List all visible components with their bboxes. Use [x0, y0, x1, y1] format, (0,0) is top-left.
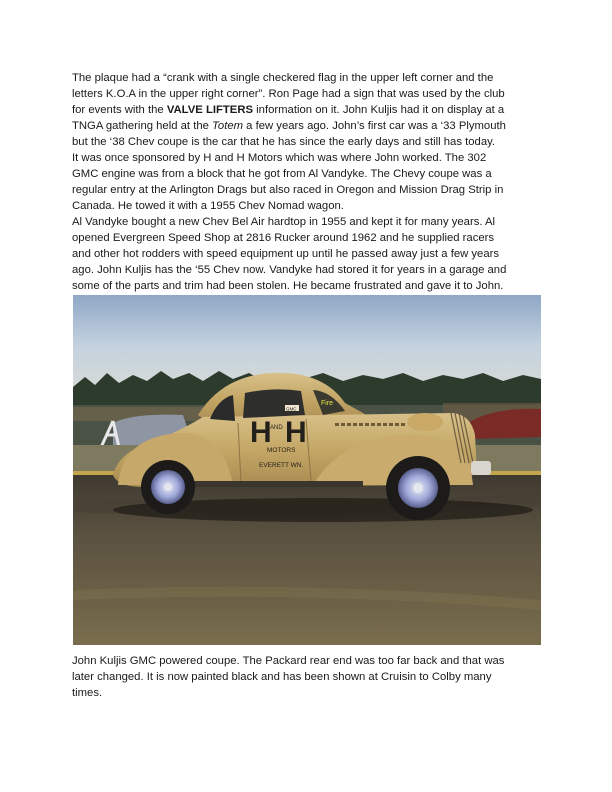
text-run: and other hot rodders with speed equipment up until he passed away just a few years	[72, 248, 500, 260]
text-run: a few years ago. John’s first car was a ‘33 Plymouth	[243, 120, 506, 132]
caption-line: times.	[72, 687, 103, 699]
text-run: ago. John Kuljis has the ‘55 Chev now. Vandyke had stored it for years in a garage and	[72, 264, 507, 276]
text-run: TNGA gathering held at the	[72, 120, 213, 132]
body-text-line	[72, 86, 544, 102]
lettering-h-right: H	[285, 416, 307, 449]
body-text-line	[72, 102, 544, 118]
body-text-line	[72, 278, 544, 294]
body-text-line	[72, 118, 544, 134]
text-run: It was once sponsored by H and H Motors which was where John worked. The 302	[72, 152, 487, 164]
lettering-motors: MOTORS	[267, 447, 296, 454]
body-paragraph	[72, 70, 544, 294]
caption-line: later changed. It is now painted black and has been shown at Cruisin to Colby many	[72, 671, 492, 683]
text-run: opened Evergreen Speed Shop at 2816 Rucker around 1962 and he supplied racers	[72, 232, 495, 244]
body-text-line	[72, 150, 544, 166]
body-text-line	[72, 262, 544, 278]
front-wheel	[386, 456, 450, 520]
body-text-line	[72, 214, 544, 230]
body-text-line	[72, 70, 544, 86]
caption-line: John Kuljis GMC powered coupe. The Packard rear end was too far back and that was	[72, 655, 505, 667]
window-class-sticker: GMC	[286, 406, 297, 412]
body-text-line	[72, 230, 544, 246]
svg-text:Fire: Fire	[321, 400, 334, 407]
body-text-line	[72, 246, 544, 262]
body-text-line	[72, 182, 544, 198]
text-run: GMC engine was from a block that he got from Al Vandyke. The Chevy coupe was a	[72, 168, 492, 180]
photo-caption	[72, 653, 544, 701]
rear-wheel	[141, 460, 195, 514]
italic-text: Totem	[212, 120, 244, 132]
text-run: regular entry at the Arlington Drags but also raced in Oregon and Mission Drag Strip in	[72, 184, 504, 196]
text-run: letters K.O.A in the upper right corner”. Ron Page had a sign that was used by the club	[72, 88, 505, 100]
lettering-and: AND	[270, 425, 283, 431]
text-run: The plaque had a “crank with a single checkered flag in the upper left corner and the	[72, 72, 494, 84]
photo-gold-chevy-coupe	[73, 295, 541, 645]
body-text-line	[72, 198, 544, 214]
text-run: for events with the	[72, 104, 167, 116]
text-run: information on it. John Kuljis had it on display at a	[253, 104, 505, 116]
lettering-location: EVERETT WN.	[259, 462, 304, 469]
body-text-line	[72, 134, 544, 150]
text-run: some of the parts and trim had been stolen. He became frustrated and gave it to John.	[72, 280, 504, 292]
body-text-line	[72, 166, 544, 182]
lettering-h-left: H	[250, 416, 272, 449]
text-run: Al Vandyke bought a new Chev Bel Air hardtop in 1955 and kept it for many years. Al	[72, 216, 496, 228]
text-run: Canada. He towed it with a 1955 Chev Nomad wagon.	[72, 200, 344, 212]
bold-text: VALVE LIFTERS	[166, 104, 254, 116]
text-run: but the ‘38 Chev coupe is the car that he has since the early days and still has today.	[72, 136, 496, 148]
